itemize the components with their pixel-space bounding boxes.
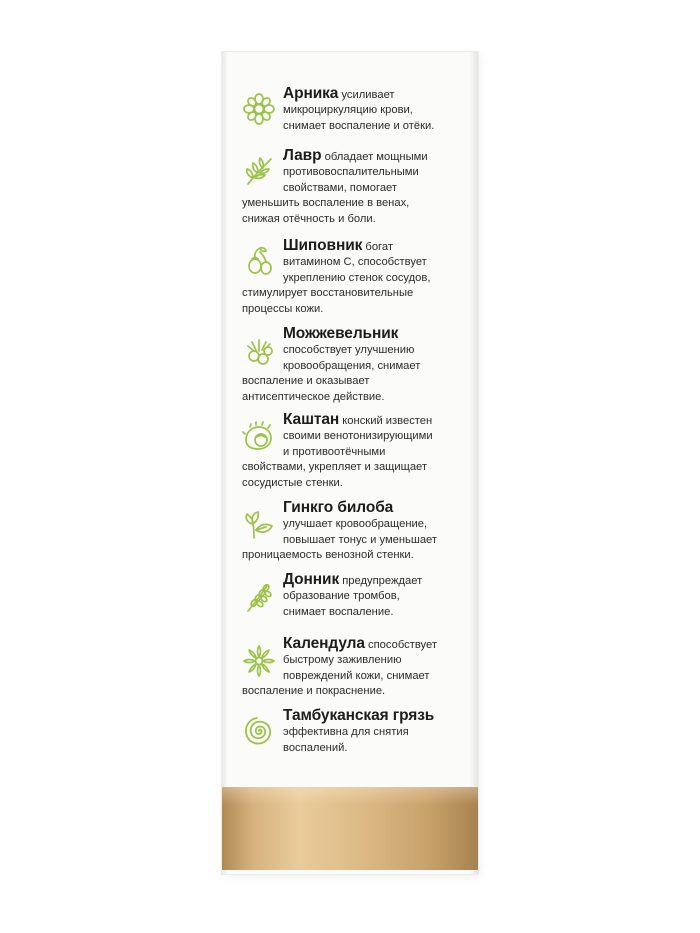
gold-bottom-band	[222, 787, 478, 870]
ingredient-name: Арника	[283, 85, 339, 102]
ingredient-desc: способствует	[368, 639, 437, 651]
ingredient-desc: проницаемость венозной стенки.	[242, 549, 414, 562]
ingredient-desc: предупреждает	[342, 575, 423, 587]
ingredient-name: Донник	[283, 571, 340, 588]
ingredient-desc: улучшает кровообращение,	[283, 518, 428, 531]
ingredient-desc: богат	[365, 241, 393, 253]
ingredient-desc: образование тромбов,	[283, 590, 400, 603]
ingredient-name: Гинкго билоба	[283, 499, 394, 516]
ingredient-desc: воспалений.	[283, 741, 348, 754]
ingredient-desc: кровообращения, снимает	[283, 359, 421, 372]
ingredient-desc: конский известен	[342, 415, 433, 427]
ingredient-rosehip	[242, 238, 474, 317]
ingredient-desc: обладает мощными	[324, 151, 428, 163]
ingredient-name: Тамбуканская грязь	[283, 707, 435, 724]
ingredient-desc: усиливает	[341, 89, 395, 101]
product-box-side	[222, 52, 478, 874]
ingredient-desc: витамином С, способствует	[283, 256, 427, 269]
box-left-shade	[222, 52, 228, 874]
ingredient-desc: микроциркуляцию крови,	[283, 104, 413, 117]
ingredient-desc: снимает воспаление.	[283, 605, 394, 618]
ingredient-name: Можжевельник	[283, 325, 399, 342]
ingredient-desc: эффективна для снятия	[283, 726, 409, 739]
ingredient-calendula	[242, 636, 474, 700]
ingredient-desc: укреплению стенок сосудов,	[283, 271, 431, 284]
ingredient-name: Шиповник	[283, 237, 363, 254]
ingredient-desc: стимулирует восстановительные	[242, 287, 414, 300]
ingredient-name: Лавр	[283, 147, 322, 164]
ingredient-name: Каштан	[283, 411, 340, 428]
ingredient-desc: снимает воспаление и отёки.	[283, 119, 435, 132]
ingredient-desc: свойствами, укрепляет и защищает	[242, 461, 428, 474]
ingredient-desc: способствует улучшению	[283, 344, 415, 357]
ingredient-desc: свойствами, помогает	[283, 181, 398, 194]
ingredient-desc: быстрому заживлению	[283, 654, 402, 667]
ingredient-desc: воспаление и оказывает	[242, 375, 370, 388]
ingredient-desc: процессы кожи.	[242, 302, 324, 315]
ingredient-arnica	[242, 86, 474, 134]
ingredient-tambukan-mud	[242, 708, 474, 756]
ingredient-laurel	[242, 148, 474, 227]
ingredient-name: Календула	[283, 635, 365, 652]
ingredient-desc: повреждений кожи, снимает	[283, 669, 430, 682]
ingredient-sweet-clover	[242, 572, 474, 620]
ingredient-desc: своими венотонизирующими	[283, 430, 433, 443]
ingredient-desc: противовоспалительными	[283, 166, 419, 179]
ingredient-desc: повышает тонус и уменьшает	[283, 533, 438, 546]
ingredient-desc: снижая отёчность и боли.	[242, 212, 376, 225]
ingredient-desc: и противоотёчными	[283, 445, 386, 458]
ingredient-juniper	[242, 326, 474, 405]
ingredient-desc: уменьшить воспаление в венах,	[242, 197, 410, 210]
ingredient-desc: сосудистые стенки.	[242, 476, 343, 489]
ingredient-chestnut	[242, 412, 474, 491]
ingredient-desc: антисептическое действие.	[242, 390, 385, 403]
ingredient-desc: воспаление и покраснение.	[242, 685, 386, 698]
ingredient-ginkgo	[242, 500, 474, 564]
